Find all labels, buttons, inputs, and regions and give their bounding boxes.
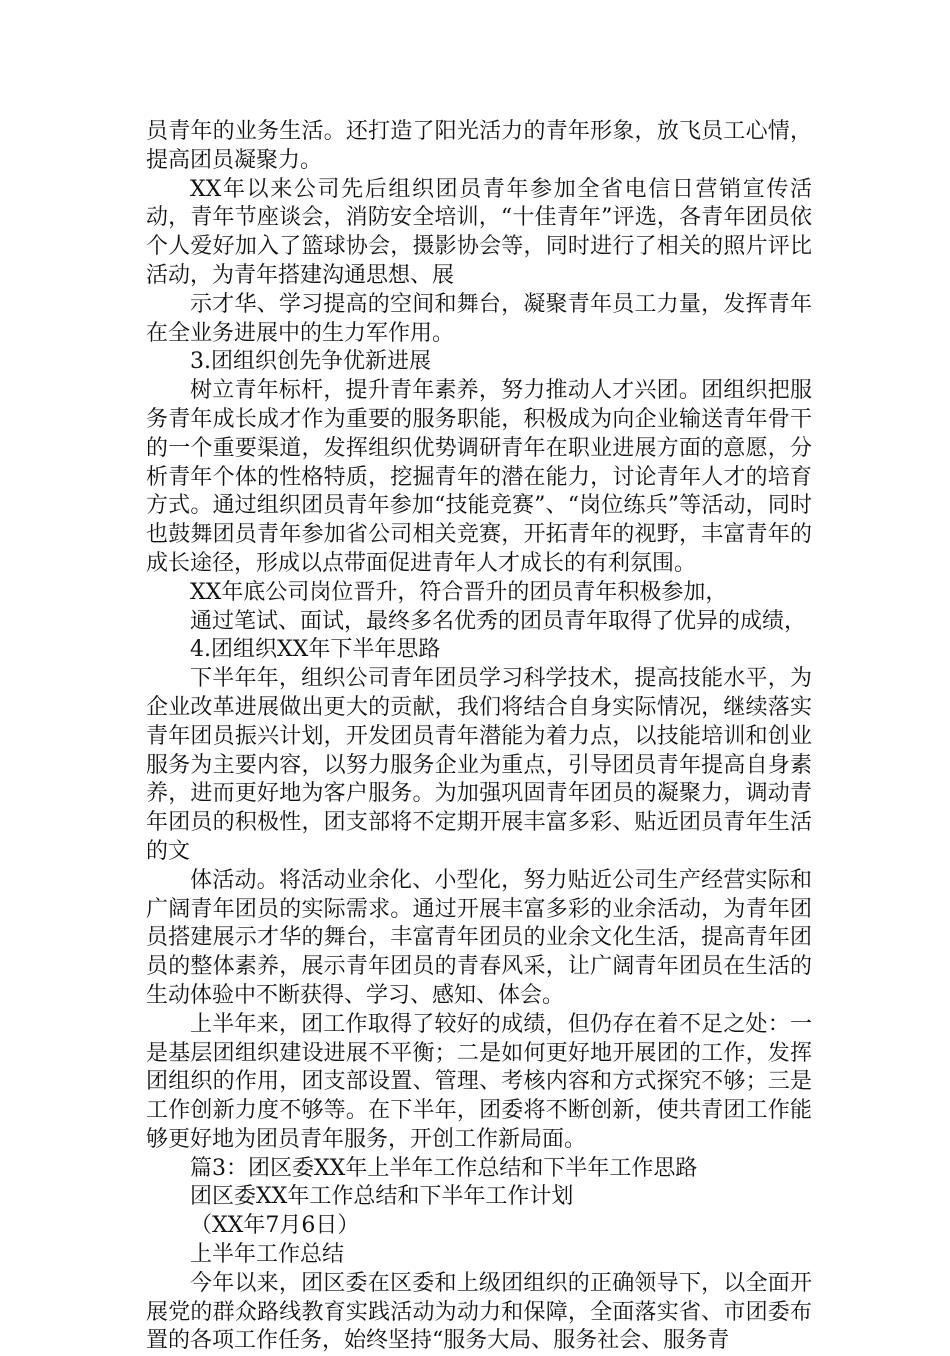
article-title: 篇3：团区委XX年上半年工作总结和下半年工作思路 (190, 1155, 698, 1181)
paragraph: 通过笔试、面试，最终多名优秀的团员青年取得了优异的成绩， (190, 608, 807, 634)
article-date: （XX年7月6日） (190, 1213, 360, 1239)
paragraph: 上半年来，团工作取得了较好的成绩，但仍存在着不足之处：一是基层团组织建设进展不平衡；二是如何更好地开展团的工作，发挥团组织的作用，团支部设置、管理、考核内容和方式探究不够；三是工作创新力度不够等。在下半年，团委将不断创新，使共青团工作能够更好地为团员青年服务，开创工作新局面。 (146, 1011, 812, 1152)
paragraph: 今年以来，团区委在区委和上级团组织的正确领导下，以全面开展党的群众路线教育实践活动为动力和保障，全面落实省、市团委布置的各项工作任务，始终坚持“服务大局、服务社会、服务青 (146, 1270, 812, 1354)
paragraph: XX年底公司岗位晋升，符合晋升的团员青年积极参加， (190, 579, 728, 605)
section-heading: 4.团组织XX年下半年思路 (190, 637, 441, 663)
paragraph: 示才华、学习提高的空间和舞台，凝聚青年员工力量，发挥青年在全业务进展中的生力军作用。 (146, 291, 812, 346)
paragraph: 体活动。将活动业余化、小型化，努力贴近公司生产经营实际和广阔青年团员的实际需求。通过开展丰富多彩的业余活动，为青年团员搭建展示才华的舞台，丰富青年团员的业余文化生活，提高青年团员的整体素养，展示青年团员的青春风采，让广阔青年团员在生活的生动体验中不断获得、学习、感知、体会。 (146, 867, 812, 1008)
section-heading: 上半年工作总结 (190, 1242, 345, 1268)
section-heading: 3.团组织创先争优新进展 (190, 349, 431, 375)
article-subtitle: 团区委XX年工作总结和下半年工作计划 (190, 1184, 574, 1210)
paragraph: XX年以来公司先后组织团员青年参加全省电信日营销宣传活动，青年节座谈会，消防安全培训，“十佳青年”评选，各青年团员依个人爱好加入了篮球协会，摄影协会等，同时进行了相关的照片评比活动，为青年搭建沟通思想、展 (146, 176, 812, 288)
paragraph: 下半年年，组织公司青年团员学习科学技术，提高技能水平，为企业改革进展做出更大的贡献，我们将结合自身实际情况，继续落实青年团员振兴计划，开发团员青年潜能为着力点，以技能培训和创业服务为主要内容，以努力服务企业为重点，引导团员青年提高自身素养，进而更好地为客户服务。为加强巩固青年团员的凝聚力，调动青年团员的积极性，团支部将不定期开展丰富多彩、贴近团员青年生活的文 (146, 666, 812, 864)
document-body (146, 118, 812, 1356)
paragraph: 树立青年标杆，提升青年素养，努力推动人才兴团。团组织把服务青年成长成才作为重要的服务职能，积极成为向企业输送青年骨干的一个重要渠道，发挥组织优势调研青年在职业进展方面的意愿，分析青年个体的性格特质，挖掘青年的潜在能力，讨论青年人才的培育方式。通过组织团员青年参加“技能竞赛”、“岗位练兵”等活动，同时也鼓舞团员青年参加省公司相关竞赛，开拓青年的视野，丰富青年的成长途径，形成以点带面促进青年人才成长的有利氛围。 (146, 378, 812, 576)
paragraph: 员青年的业务生活。还打造了阳光活力的青年形象，放飞员工心情，提高团员凝聚力。 (146, 119, 812, 173)
